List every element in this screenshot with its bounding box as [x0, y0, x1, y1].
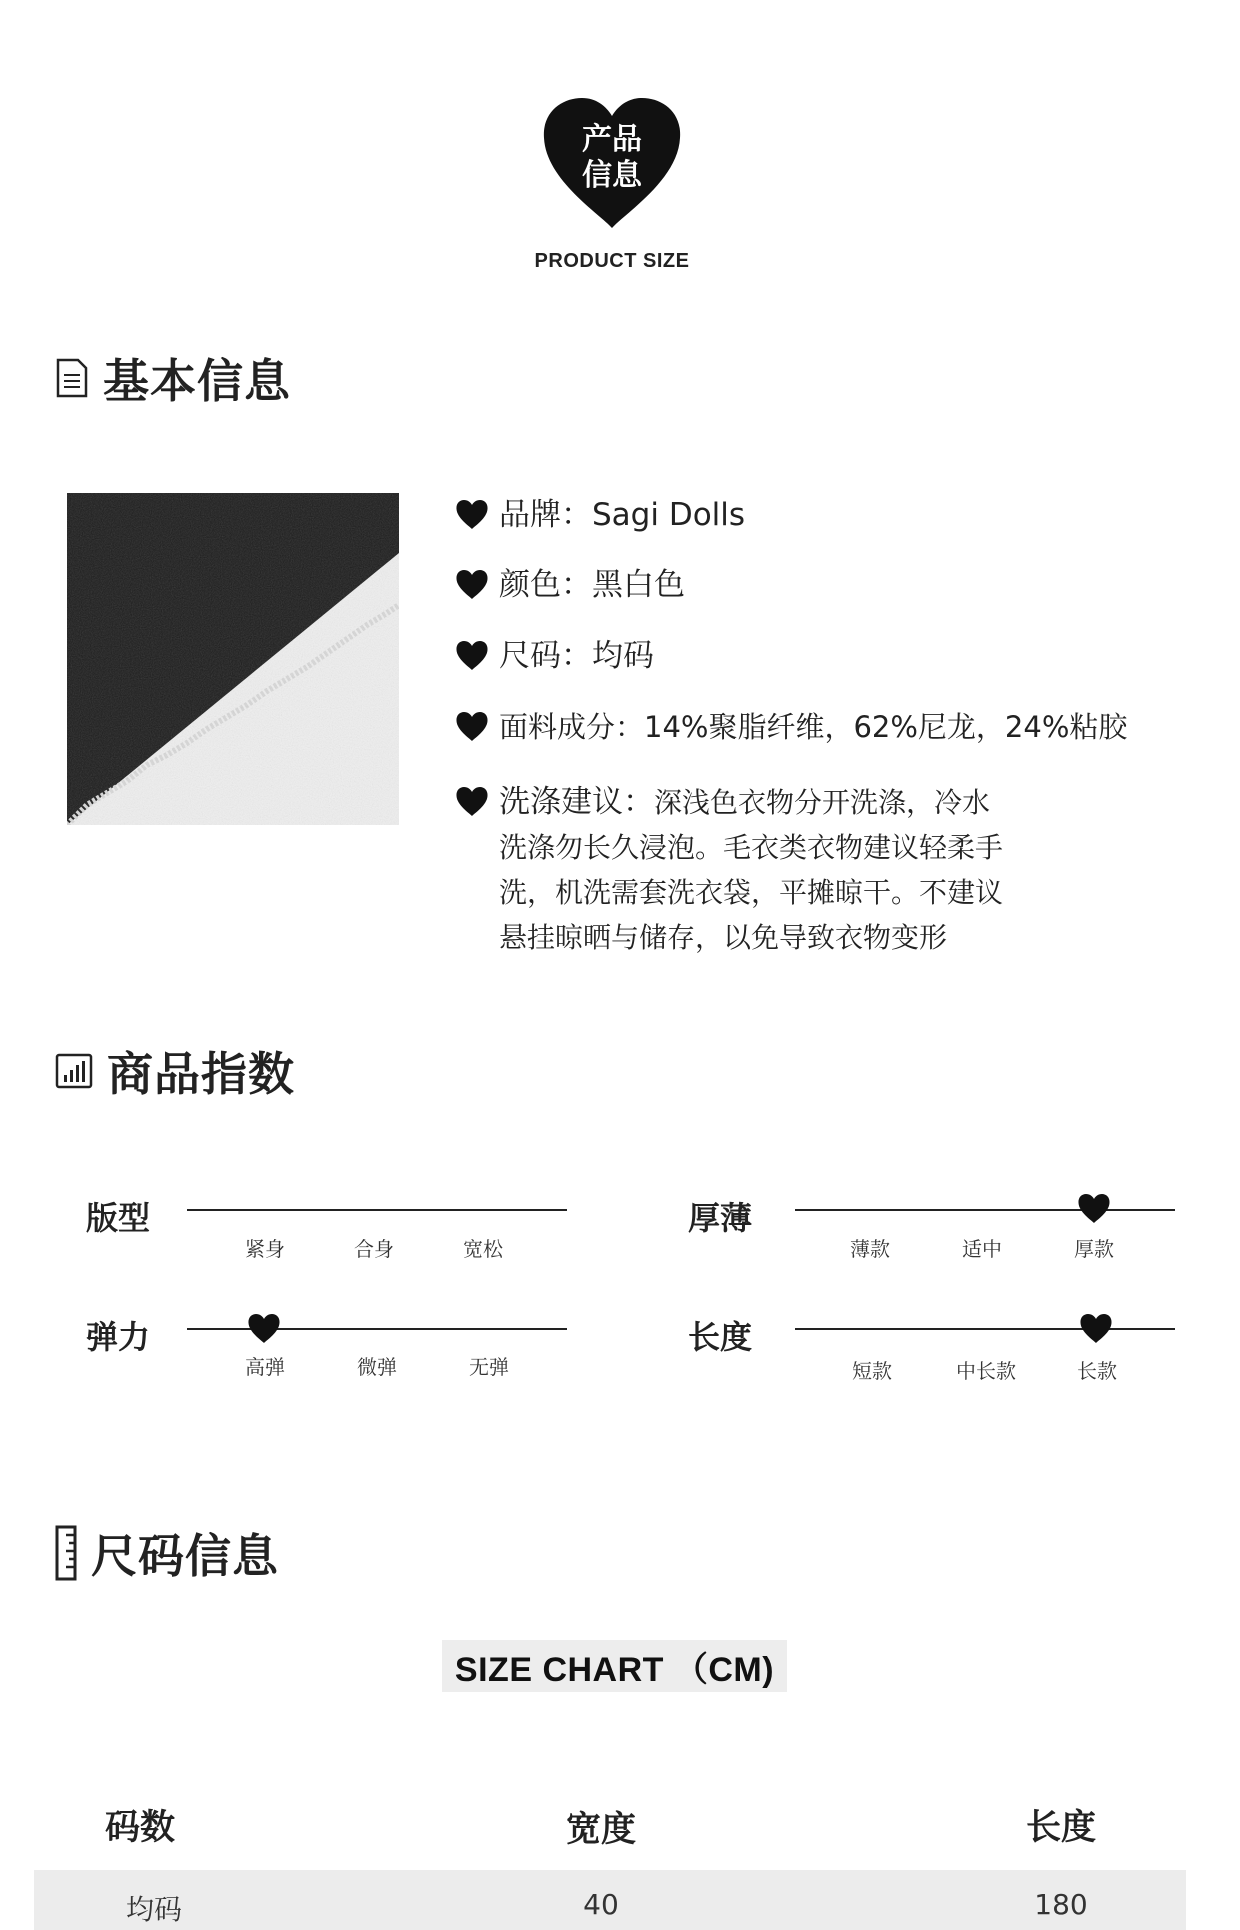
info-color [455, 563, 685, 607]
section-size-info [55, 1520, 279, 1586]
table-row [34, 1870, 1186, 1930]
index-marker-heart-icon [1078, 1313, 1114, 1345]
bar-chart-icon [55, 1053, 93, 1089]
wash-line-2: 洗涤勿长久浸泡。毛衣类衣物建议轻柔手 [499, 831, 1004, 864]
index-option: 高弹 [245, 1355, 285, 1379]
fabric-swatch-image [67, 493, 399, 825]
index-option: 合身 [354, 1237, 394, 1261]
index-option: 适中 [962, 1237, 1002, 1261]
section-title-index: 商品指数 [107, 1047, 295, 1101]
table-cell-size: 均码 [125, 1893, 182, 1926]
index-name-thickness: 厚薄 [688, 1199, 753, 1237]
index-name-fit: 版型 [86, 1199, 151, 1237]
size-chart-title: SIZE CHART （CM) [442, 1640, 787, 1692]
wash-line-4: 悬挂晾晒与储存，以免导致衣物变形 [499, 921, 948, 954]
info-brand [455, 493, 745, 537]
brand-text: 品牌：Sagi Dolls [499, 497, 746, 533]
heart-bullet-icon [455, 499, 489, 531]
document-icon [55, 358, 89, 398]
index-option: 无弹 [469, 1355, 509, 1379]
section-basic-info [55, 345, 291, 411]
info-fabric [455, 705, 1127, 749]
heart-bullet-icon [455, 711, 489, 743]
index-option: 薄款 [850, 1237, 890, 1261]
index-option: 短款 [852, 1359, 892, 1383]
index-track-thickness [795, 1209, 1175, 1211]
table-header-width: 宽度 [565, 1810, 636, 1850]
info-wash [455, 780, 1055, 960]
ruler-icon [55, 1525, 77, 1581]
info-size [455, 634, 654, 678]
wash-text [499, 780, 1003, 960]
index-name-elasticity: 弹力 [86, 1318, 151, 1356]
index-option: 微弹 [357, 1355, 397, 1379]
heart-bullet-icon [455, 640, 489, 672]
index-name-length: 长度 [688, 1318, 753, 1356]
wash-line-1: 深浅色衣物分开洗涤，冷水 [654, 786, 991, 819]
wash-label: 洗涤建议： [499, 784, 654, 820]
product-info-heart-badge [540, 96, 684, 232]
heart-bullet-icon [455, 569, 489, 601]
section-product-index [55, 1038, 295, 1104]
table-header-length: 长度 [1025, 1808, 1096, 1848]
index-option: 紧身 [245, 1237, 285, 1261]
color-text: 颜色：黑白色 [499, 567, 685, 603]
badge-line-2: 信息 [582, 158, 642, 193]
heart-bullet-icon [455, 786, 489, 818]
size-text: 尺码：均码 [499, 638, 654, 674]
section-title-size: 尺码信息 [91, 1529, 279, 1583]
index-marker-heart-icon [246, 1313, 282, 1345]
table-header-size: 码数 [104, 1808, 175, 1848]
section-title-basic: 基本信息 [103, 354, 291, 408]
index-option: 宽松 [463, 1237, 503, 1261]
index-option: 厚款 [1074, 1237, 1114, 1261]
index-option: 中长款 [956, 1359, 1016, 1383]
index-track-length [795, 1328, 1175, 1330]
index-marker-heart-icon [1076, 1193, 1112, 1225]
table-cell-width: 40 [583, 1888, 619, 1921]
table-cell-length: 180 [1034, 1888, 1088, 1921]
badge-line-1: 产品 [582, 122, 642, 157]
product-size-subtitle: PRODUCT SIZE [534, 250, 690, 272]
wash-line-3: 洗，机洗需套洗衣袋，平摊晾干。不建议 [499, 876, 1004, 909]
index-track-elasticity [187, 1328, 567, 1330]
index-option: 长款 [1077, 1359, 1117, 1383]
fabric-text: 面料成分：14%聚脂纤维，62%尼龙，24%粘胶 [499, 710, 1128, 744]
index-track-fit [187, 1209, 567, 1211]
